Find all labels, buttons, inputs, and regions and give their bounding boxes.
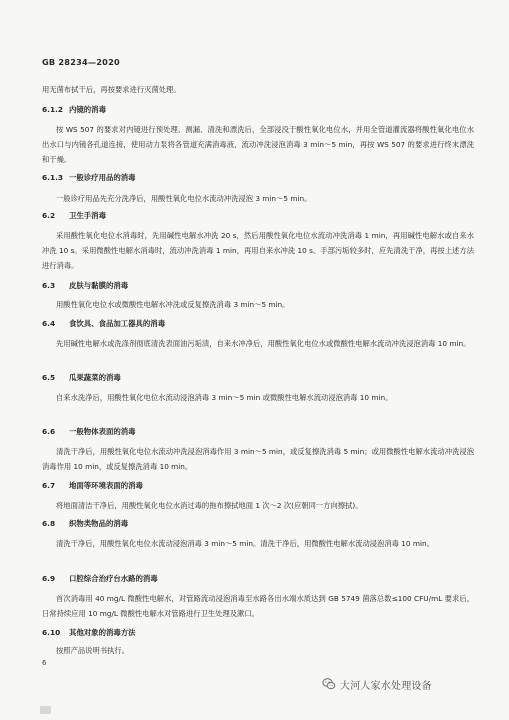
section-6-6 bbox=[42, 426, 474, 438]
section-paragraph: 清洗干净后，用酸性氧化电位水流动浸泡消毒 3 min～5 min。清洗干净后，用微酸性电解水流动浸泡消毒 10 min。 bbox=[56, 539, 434, 548]
section-heading bbox=[42, 172, 474, 184]
section-heading bbox=[42, 627, 474, 639]
section-paragraph: 首次消毒用 40 mg/L 微酸性电解水，对管路流动浸泡消毒至水路各出水端水质达到 GB 5749 菌落总数≤100 CFU/mL 要求后，日常持续应用 10 mg/L 微酸性电解水对管路进行卫生处理及漱口。 bbox=[42, 594, 474, 618]
wechat-icon bbox=[322, 677, 336, 691]
watermark-text: 大河人家水处理设备 bbox=[340, 680, 432, 692]
section-paragraph: 按照产品说明书执行。 bbox=[56, 646, 129, 655]
section-paragraph: 清洗干净后，用酸性氧化电位水流动冲洗浸泡消毒作用 3 min～5 min，或反复擦洗消毒 5 min；或用微酸性电解水流动冲洗浸泡消毒作用 10 min，或反复擦洗消毒 10 min。 bbox=[42, 447, 474, 471]
section-paragraph: 采用酸性氧化电位水消毒时，先用碱性电解水冲洗 20 s，然后用酸性氧化电位水流动冲洗消毒 1 min，再用碱性电解水或自来水冲洗 10 s。采用微酸性电解水消毒时，流动冲洗消毒 1 min，再用自来水冲洗 10 s。手部污垢较多时，应先清洗干净，再按上述方法进行消毒。 bbox=[42, 231, 474, 270]
section-number: 6.3 bbox=[42, 281, 56, 290]
intro-text: 用无菌布拭干后，再按要求进行灭菌处理。 bbox=[42, 85, 181, 94]
section-6-6-body bbox=[42, 444, 474, 474]
section-heading bbox=[42, 104, 474, 116]
section-6-4-body bbox=[42, 336, 474, 351]
section-6-7-body bbox=[42, 498, 474, 513]
section-number: 6.9 bbox=[42, 574, 56, 583]
section-title: 一般物体表面的消毒 bbox=[69, 427, 136, 436]
section-6-4 bbox=[42, 318, 474, 330]
section-number: 6.7 bbox=[42, 481, 56, 490]
section-heading bbox=[42, 480, 474, 492]
section-6-9 bbox=[42, 573, 474, 585]
section-6-5-body bbox=[42, 390, 474, 405]
section-6-9-body bbox=[42, 591, 474, 621]
section-6-3 bbox=[42, 280, 474, 292]
section-number: 6.4 bbox=[42, 319, 56, 328]
section-heading bbox=[42, 210, 474, 222]
section-title: 瓜果蔬菜的消毒 bbox=[69, 373, 121, 382]
section-paragraph: 自来水洗净后，用酸性氧化电位水流动浸泡消毒 3 min～5 min 或微酸性电解水流动浸泡消毒 10 min。 bbox=[56, 393, 393, 402]
section-number: 6.2 bbox=[42, 211, 56, 220]
section-title: 口腔综合治疗台水路的消毒 bbox=[69, 574, 158, 583]
section-title: 织物类物品的消毒 bbox=[69, 519, 129, 528]
section-title: 其他对象的消毒方法 bbox=[69, 628, 136, 637]
section-number: 6.1.2 bbox=[42, 105, 64, 114]
corner-mark bbox=[40, 706, 51, 714]
section-heading bbox=[42, 372, 474, 384]
section-6-5 bbox=[42, 372, 474, 384]
standard-number: GB 28234—2020 bbox=[42, 57, 120, 67]
section-heading bbox=[42, 318, 474, 330]
section-6-2-body bbox=[42, 228, 474, 273]
section-title: 食饮具、食品加工器具的消毒 bbox=[69, 319, 166, 328]
section-6-1-3-body bbox=[42, 191, 474, 206]
section-paragraph: 将地面清洁干净后，用酸性氧化电位水消过毒的拖布擦拭地面 1 次～2 次(应朝同一方向擦拭)。 bbox=[56, 501, 363, 510]
section-title: 皮肤与黏膜的消毒 bbox=[69, 281, 129, 290]
section-title: 地面等环境表面的消毒 bbox=[69, 481, 143, 490]
section-number: 6.10 bbox=[42, 628, 61, 637]
section-heading bbox=[42, 426, 474, 438]
page-number: 6 bbox=[42, 659, 47, 667]
section-heading bbox=[42, 518, 474, 530]
section-6-3-body bbox=[42, 297, 474, 312]
section-number: 6.8 bbox=[42, 519, 56, 528]
section-number: 6.1.3 bbox=[42, 173, 64, 182]
section-paragraph: 用酸性氧化电位水或微酸性电解水冲洗或反复擦洗消毒 3 min～5 min。 bbox=[56, 300, 290, 309]
section-6-8 bbox=[42, 518, 474, 530]
section-paragraph: 先用碱性电解水或洗涤剂彻底清洗表面油污垢渍，自来水冲净后，用酸性氧化电位水或微酸性电解水流动冲洗浸泡消毒 10 min。 bbox=[56, 339, 471, 348]
section-number: 6.5 bbox=[42, 373, 56, 382]
section-title: 卫生手消毒 bbox=[69, 211, 106, 220]
section-6-8-body bbox=[42, 536, 474, 551]
section-title: 一般诊疗用品的消毒 bbox=[69, 173, 136, 182]
watermark bbox=[322, 676, 432, 692]
section-heading bbox=[42, 573, 474, 585]
section-paragraph: 一般诊疗用品先充分洗净后，用酸性氧化电位水流动冲洗浸泡 3 min～5 min。 bbox=[56, 194, 312, 203]
section-6-1-2-body bbox=[42, 122, 474, 167]
section-6-2 bbox=[42, 210, 474, 222]
section-title: 内镜的消毒 bbox=[69, 105, 106, 114]
section-6-1-3 bbox=[42, 172, 474, 184]
section-paragraph: 按 WS 507 的要求对内镜进行预处理、测漏、清洗和漂洗后，全部浸没于酸性氧化电位水，并用全管道灌流器将酸性氧化电位水出水口与内镜各孔道连接，使用动力泵将各管道充满消毒液，流动冲洗浸泡消毒 3 min～5 min，再按 WS 507 的要求进行终末漂洗和干燥。 bbox=[42, 125, 474, 164]
section-number: 6.6 bbox=[42, 427, 56, 436]
intro-paragraph bbox=[42, 82, 474, 97]
section-6-10 bbox=[42, 627, 474, 639]
section-6-1-2 bbox=[42, 104, 474, 116]
section-heading bbox=[42, 280, 474, 292]
section-6-7 bbox=[42, 480, 474, 492]
section-6-10-body bbox=[42, 643, 474, 658]
